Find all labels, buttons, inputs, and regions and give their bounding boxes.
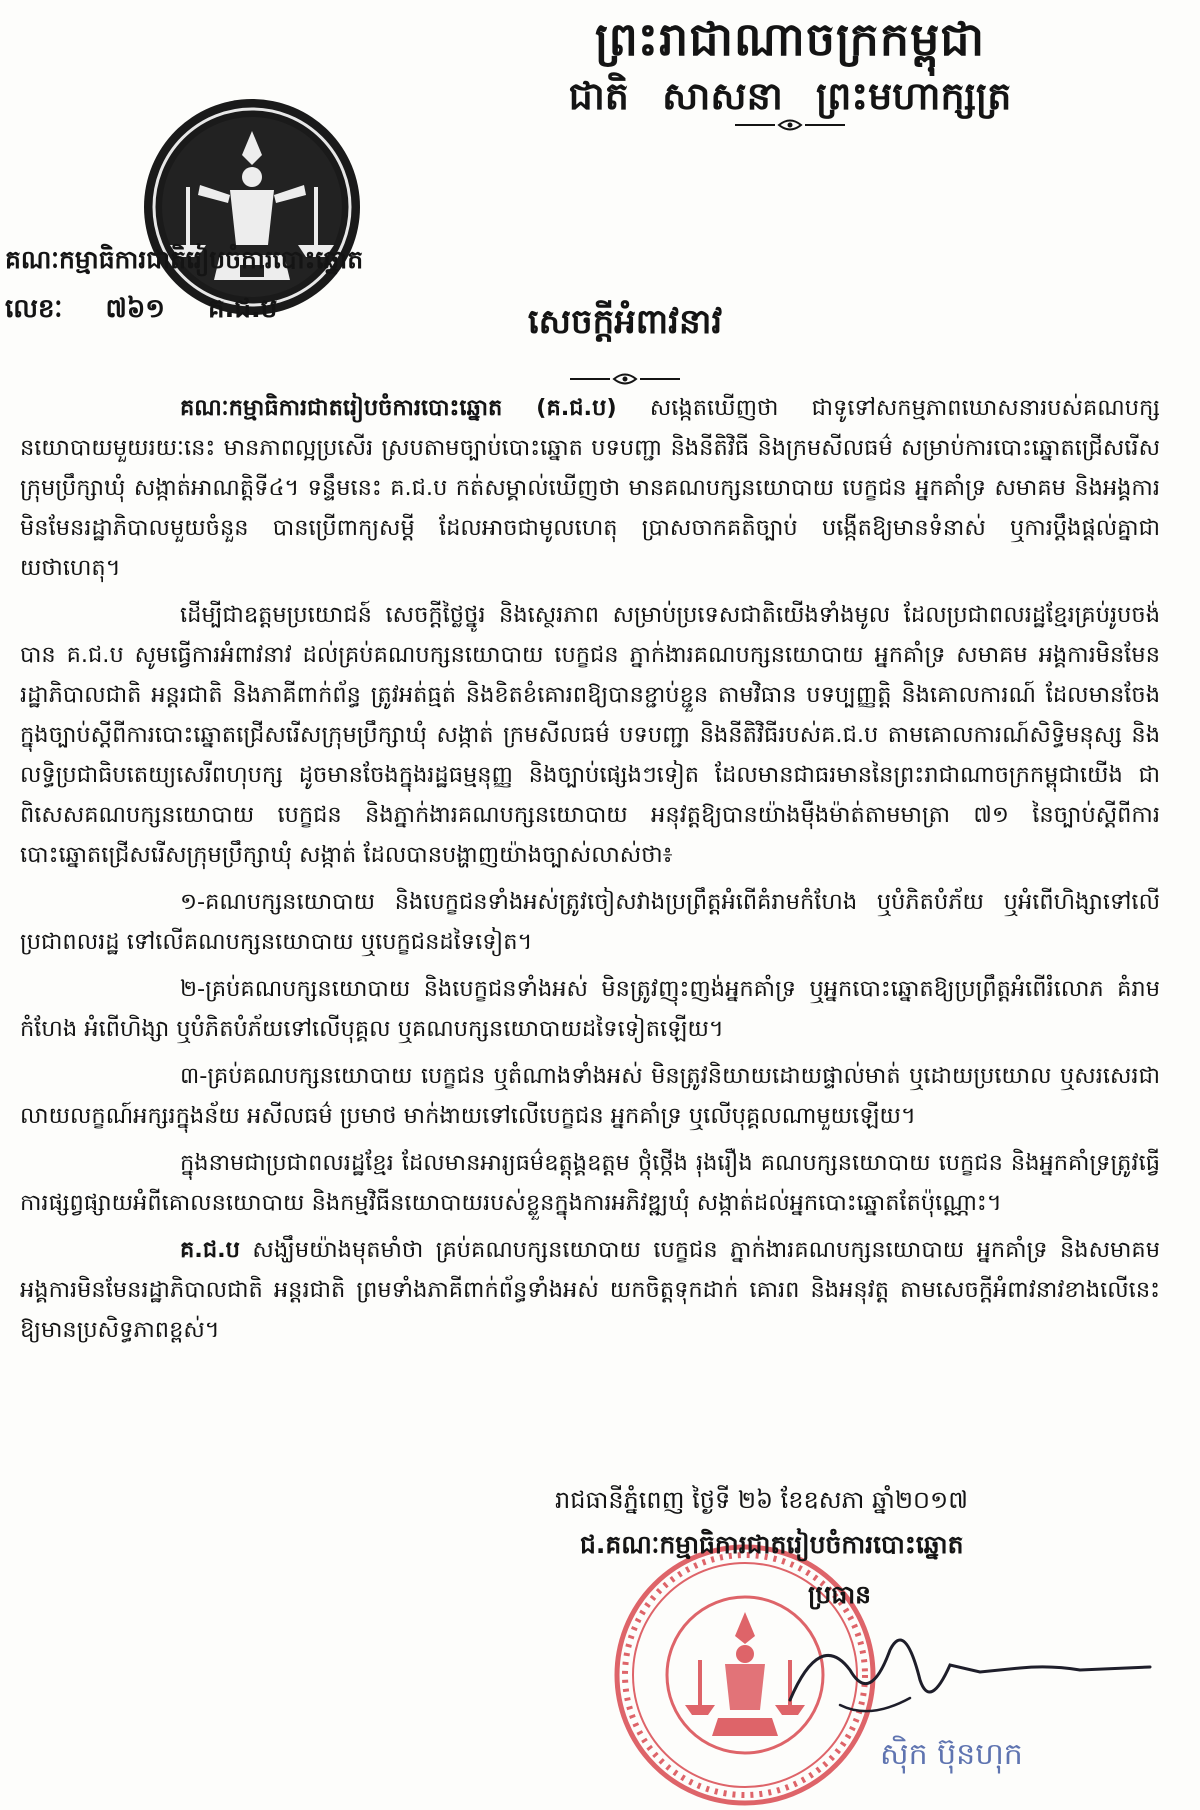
signer-role: ប្រធាន xyxy=(808,1580,871,1609)
paragraph-1 xyxy=(20,388,1160,588)
kingdom-header xyxy=(470,8,1110,122)
list-item-3: ៣-គ្រប់គណបក្សនយោបាយ បេក្ខជន ឬតំណាងទាំងអស់ មិនត្រូវនិយាយដោយផ្ទាល់មាត់ ឬដោយប្រយោល ឬសរសេរជាលាយលក្ខណ៍អក្សរក្នុងន័យ អសីលធម៌ ប្រមាថ មាក់ងាយទៅលើបេក្ខជន អ្នកគាំទ្រ ឬលើបុគ្គលណាមួយឡើយ។ xyxy=(20,1063,1160,1129)
nec-emblem-icon xyxy=(140,95,365,320)
date-line: រាជធានីភ្នំពេញ ថ្ងៃទី ២៦ ខែឧសភា ឆ្នាំ២០១៧ xyxy=(555,1486,968,1514)
title-ornament-icon xyxy=(570,372,680,386)
paragraph-2: ដើម្បីជាឧត្តមប្រយោជន៍ សេចក្តីថ្លៃថ្នូរ និងស្ថេរភាព សម្រាប់ប្រទេសជាតិយើងទាំងមូល ដែលប្រជាពលរដ្ឋខ្មែរគ្រប់រូបចង់បាន គ.ជ.ប សូមធ្វើការអំពាវនាវ ដល់គ្រប់គណបក្សនយោបាយ បេក្ខជន ភ្នាក់ងារគណបក្សនយោបាយ អ្នកគាំទ្រ សមាគម អង្គការមិនមែនរដ្ឋាភិបាលជាតិ អន្តរជាតិ និងភាគីពាក់ព័ន្ធ ត្រូវអត់ធ្មត់ និងខិតខំគោរពឱ្យបានខ្ជាប់ខ្ជួន តាមវិធាន បទប្បញ្ញត្តិ និងគោលការណ៍ ដែលមានចែងក្នុងច្បាប់ស្តីពីការបោះឆ្នោតជ្រើសរើសក្រុមប្រឹក្សាឃុំ សង្កាត់ ក្រមសីលធម៌ បទបញ្ជា និងនីតិវិធីរបស់គ.ជ.ប តាមគោលការណ៍សិទ្ធិមនុស្ស និងលទ្ធិប្រជាធិបតេយ្យសេរីពហុបក្ស ដូចមានចែងក្នុងរដ្ឋធម្មនុញ្ញ និងច្បាប់ផ្សេងៗទៀត ដែលមានជាធរមាននៃព្រះរាជាណាចក្រកម្ពុជាយើង ជាពិសេសគណបក្សនយោបាយ បេក្ខជន និងភ្នាក់ងារគណបក្សនយោបាយ អនុវត្តឱ្យបានយ៉ាងម៉ឺងម៉ាត់តាមមាត្រា ៧១ នៃច្បាប់ស្តីពីការបោះឆ្នោតជ្រើសរើសក្រុមប្រឹក្សាឃុំ សង្កាត់ ដែលបានបង្ហាញយ៉ាងច្បាស់លាស់ថា៖ xyxy=(20,602,1160,868)
paragraph-1-text: សង្កេតឃើញថា ជាទូទៅសកម្មភាពឃោសនារបស់គណបក្សនយោបាយមួយរយៈនេះ មានភាពល្អប្រសើរ ស្របតាមច្បាប់បោះឆ្នោត បទបញ្ជា និងនីតិវិធី និងក្រមសីលធម៌ សម្រាប់ការបោះឆ្នោតជ្រើសរើសក្រុមប្រឹក្សាឃុំ សង្កាត់អាណត្តិទី៤។ ទន្ទឹមនេះ គ.ជ.ប កត់សម្គាល់ឃើញថា មានគណបក្សនយោបាយ បេក្ខជន អ្នកគាំទ្រ សមាគម និងអង្គការមិនមែនរដ្ឋាភិបាលមួយចំនួន បានប្រើពាក្យសម្តី ដែលអាចជាមូលហេតុ ប្រាសចាកគតិច្បាប់ បង្កើតឱ្យមានទំនាស់ ឬការប្តឹងផ្តល់គ្នាជាយថាហេតុ។ xyxy=(20,395,1160,581)
reference-number xyxy=(5,292,311,330)
paragraph-3: ក្នុងនាមជាប្រជាពលរដ្ឋខ្មែរ ដែលមានអារ្យធម៌ឧត្តុង្គឧត្តម ថ្កុំថ្កើង រុងរឿង គណបក្សនយោបាយ បេក្ខជន និងអ្នកគាំទ្រត្រូវធ្វើការផ្សព្វផ្សាយអំពីគោលនយោបាយ និងកម្មវិធីនយោបាយរបស់ខ្លួនក្នុងការអភិវឌ្ឍឃុំ សង្កាត់ដល់អ្នកបោះឆ្នោតតែប៉ុណ្ណោះ។ xyxy=(20,1150,1160,1216)
kingdom-motto: ជាតិ សាសនា ព្រះមហាក្សត្រ xyxy=(568,74,1012,118)
kingdom-title: ព្រះរាជាណាចក្រកម្ពុជា xyxy=(594,12,986,66)
paragraph-1-lead: គណៈកម្មាធិការជាតរៀបចំការបោះឆ្នោត (គ.ជ.ប) xyxy=(180,395,617,421)
issuer-organization: គណៈកម្មាធិការជាតិរៀបចំការបោះឆ្នោត xyxy=(5,245,364,274)
paragraph-4 xyxy=(20,1230,1160,1350)
reference-suffix: គ.ជ.ប xyxy=(208,294,278,324)
reference-label: លេខៈ xyxy=(5,294,63,324)
signer-name: ស៊ិក ប៊ុនហុក xyxy=(880,1737,1023,1772)
paragraph-4-text: សង្ឃឹមយ៉ាងមុតមាំថា គ្រប់គណបក្សនយោបាយ បេក្ខជន ភ្នាក់ងារគណបក្សនយោបាយ អ្នកគាំទ្រ និងសមាគម អង្គការមិនមែនរដ្ឋាភិបាលជាតិ អន្តរជាតិ ព្រមទាំងភាគីពាក់ព័ន្ធទាំងអស់ យកចិត្តទុកដាក់ គោរព និងអនុវត្ត តាមសេចក្តីអំពាវនាវខាងលើនេះ ឱ្យមានប្រសិទ្ធភាពខ្ពស់។ xyxy=(20,1237,1160,1343)
document-body xyxy=(20,388,1160,1357)
list-item-2: ២-គ្រប់គណបក្សនយោបាយ និងបេក្ខជនទាំងអស់ មិនត្រូវញុះញង់អ្នកគាំទ្រ ឬអ្នកបោះឆ្នោតឱ្យប្រព្រឹត្តអំពើរំលោភ គំរាមកំហែង អំពើហិង្សា ឬបំភិតបំភ័យទៅលើបុគ្គល ឬគណបក្សនយោបាយដទៃទៀតឡើយ។ xyxy=(20,976,1160,1042)
document-title: សេចក្តីអំពាវនាវ xyxy=(527,302,723,342)
handwritten-signature-icon xyxy=(780,1610,1160,1730)
paragraph-4-lead: គ.ជ.ប xyxy=(180,1237,240,1263)
ornament-divider-icon xyxy=(735,118,845,132)
list-item-1: ១-គណបក្សនយោបាយ និងបេក្ខជនទាំងអស់ត្រូវចៀសវាងប្រព្រឹត្តអំពើគំរាមកំហែង ឬបំភិតបំភ័យ ឬអំពើហិង្សាទៅលើប្រជាពលរដ្ឋ ទៅលើគណបក្សនយោបាយ ឬបេក្ខជនដទៃទៀត។ xyxy=(20,889,1160,955)
reference-value: ៧៦១ xyxy=(105,294,165,324)
signing-organization: ជ.គណៈកម្មាធិការជាតរៀបចំការបោះឆ្នោត xyxy=(580,1530,964,1559)
